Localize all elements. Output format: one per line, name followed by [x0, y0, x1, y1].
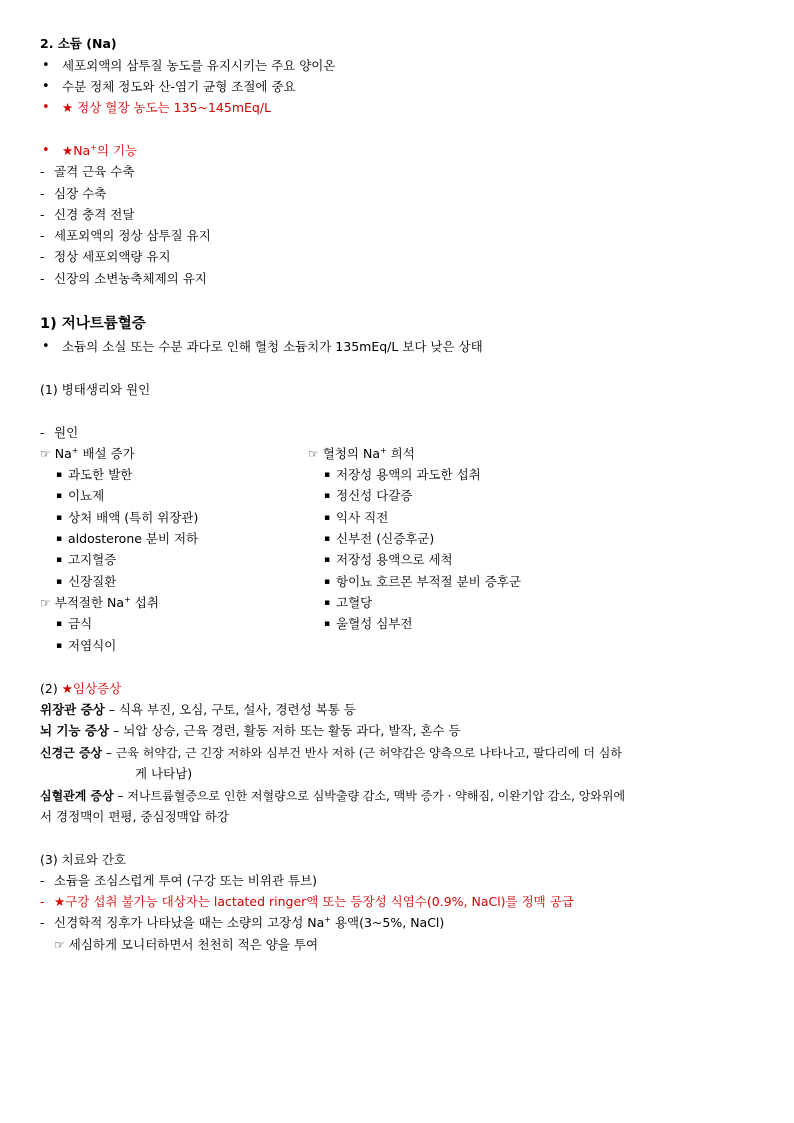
list-item: - 골격 근육 수축: [54, 164, 134, 180]
list-item: • 세포외액의 삼투질 농도를 유지시키는 주요 양이온: [62, 58, 335, 74]
list-item: - 신장의 소변농축체제의 유지: [54, 271, 207, 287]
list-item: ▪ 고혈당: [336, 595, 372, 611]
cause-label: - 원인: [54, 425, 78, 441]
list-item: • ★ 정상 혈장 농도는 135~145mEq/L: [62, 100, 271, 116]
list-item: - 심장 수축: [54, 186, 106, 202]
list-item: ▪ 저염식이: [68, 638, 116, 654]
function-title: • ★Na+의 기능: [62, 143, 137, 159]
symptom-line: 심혈관계 증상 – 저나트륨혈증으로 인한 저혈량으로 심박출량 감소, 맥박 증가 · 약해짐, 이완기압 감소, 앙와위에: [40, 789, 626, 803]
treatment-item: - ★구강 섭취 불가능 대상자는 lactated ringer액 또는 등장성 식염수(0.9%, NaCl)를 정맥 공급: [54, 894, 574, 910]
list-item: • 수분 정체 정도와 산-염기 균형 조절에 중요: [62, 79, 296, 95]
symptom-line: 위장관 증상 – 식욕 부진, 오심, 구토, 설사, 경련성 복통 등: [40, 702, 356, 717]
section-title: 1) 저나트륨혈증: [40, 316, 146, 332]
subsection-title: (2) ★임상증상: [40, 681, 122, 696]
treatment-item: - 신경학적 징후가 나타났을 때는 소량의 고장성 Na+ 용액(3~5%, NaCl): [54, 915, 444, 931]
cause-group-title: ☞ Na+ 배설 증가: [40, 445, 135, 461]
definition: • 소듐의 소실 또는 수분 과다로 인해 혈청 소듐치가 135mEq/L 보다 낮은 상태: [62, 339, 483, 355]
list-item: ▪ 저장성 용액으로 세척: [336, 552, 453, 568]
symptom-line: 신경근 증상 – 근육 허약감, 근 긴장 저하와 심부건 반사 저하 (근 허약감은 양측으로 나타나고, 팔다리에 더 심하: [40, 746, 622, 760]
list-item: ▪ 익사 직전: [336, 510, 388, 526]
subsection-title: (3) 치료와 간호: [40, 852, 127, 867]
list-item: - 세포외액의 정상 삼투질 유지: [54, 228, 211, 244]
hand-pointer-icon: ☞: [54, 938, 65, 952]
cause-group-title: ☞ 부적절한 Na+ 섭취: [40, 594, 159, 610]
hand-pointer-icon: ☞: [40, 596, 51, 610]
list-item: - 정상 세포외액량 유지: [54, 249, 171, 265]
list-item: ▪ 저장성 용액의 과도한 섭취: [336, 467, 481, 483]
list-item: ▪ 금식: [68, 616, 92, 632]
hand-pointer-icon: ☞: [308, 447, 319, 461]
subsection-title: (1) 병태생리와 원인: [40, 382, 151, 397]
treatment-item: - 소듐을 조심스럽게 투여 (구강 또는 비위관 튜브): [54, 873, 317, 889]
treatment-note: ☞ 세심하게 모니터하면서 천천히 적은 양을 투여: [54, 937, 319, 952]
list-item: ▪ 상처 배액 (특히 위장관): [68, 510, 198, 526]
list-item: ▪ 과도한 발한: [68, 467, 132, 483]
list-item: ▪ 신장질환: [68, 574, 116, 590]
cause-group-title: ☞ 혈청의 Na+ 희석: [308, 445, 415, 461]
symptom-line: 뇌 기능 증상 – 뇌압 상승, 근육 경련, 활동 저하 또는 활동 과다, 발작, 혼수 등: [40, 723, 461, 738]
list-item: ▪ 항이뇨 호르몬 부적절 분비 증후군: [336, 574, 521, 590]
list-item: ▪ aldosterone 분비 저하: [68, 531, 198, 547]
list-item: ▪ 정신성 다갈증: [336, 488, 412, 504]
symptom-line-cont: 서 경정맥이 편평, 중심정맥압 하강: [40, 809, 229, 824]
list-item: - 신경 충격 전달: [54, 207, 134, 223]
section-title: 2. 소듐 (Na): [40, 36, 117, 51]
list-item: ▪ 고지혈증: [68, 552, 116, 568]
list-item: ▪ 신부전 (신증후군): [336, 531, 434, 547]
list-item: ▪ 이뇨제: [68, 488, 104, 504]
symptom-line-cont: 게 나타남): [135, 766, 193, 781]
hand-pointer-icon: ☞: [40, 447, 51, 461]
list-item: ▪ 울혈성 심부전: [336, 616, 412, 632]
